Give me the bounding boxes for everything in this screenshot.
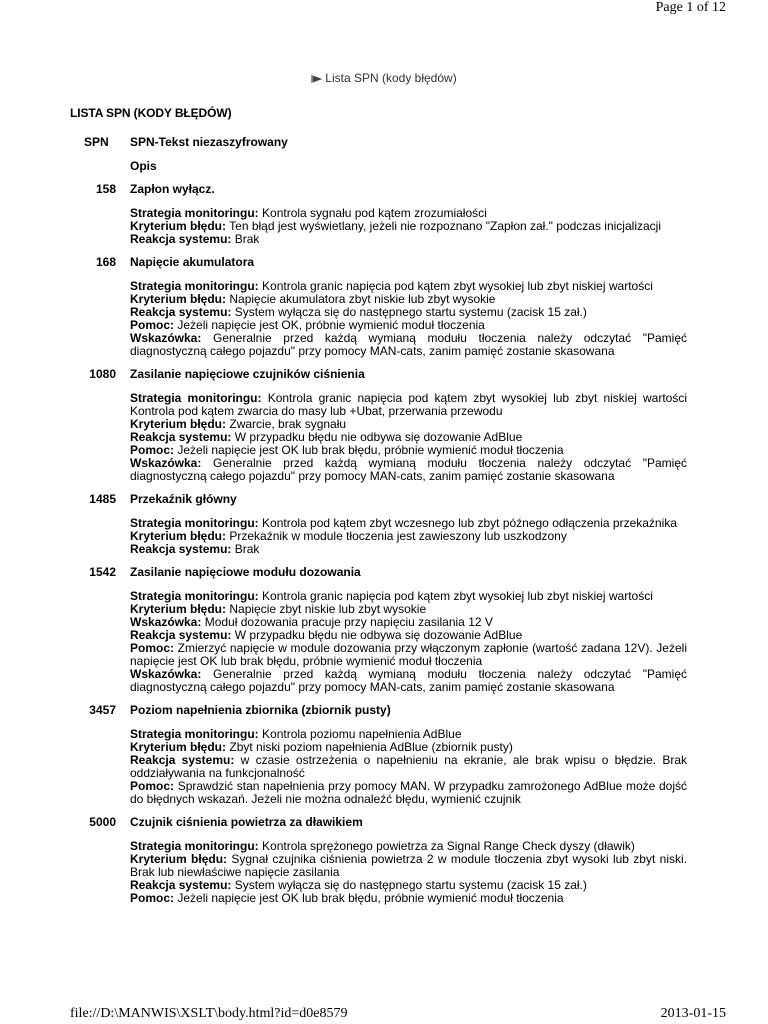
column-header-opis: Opis <box>130 159 157 173</box>
spn-code: 168 <box>95 255 116 269</box>
spn-entries <box>0 183 768 915</box>
description-line <box>130 332 687 358</box>
description-text: Kontrola granic napięcia pod kątem zbyt wysokiej lub zbyt niskiej wartości Kontrola pod kątem zwarcia do masy lub +Ubat, przerwania przewodu <box>130 391 687 418</box>
spn-name: Zasilanie napięciowe modułu dozowania <box>130 565 361 579</box>
description-label: Wskazówka: <box>130 667 202 681</box>
description-label: Reakcja systemu: <box>130 753 235 767</box>
description-label: Pomoc: <box>130 443 175 457</box>
description-text: Kontrola poziomu napełnienia AdBlue <box>262 727 462 741</box>
description-text: Generalnie przed każdą wymianą modułu tłoczenia należy odczytać "Pamięć diagnostyczną całego pojazdu" przy pomocy MAN-cats, zanim pamięć zostanie skasowana <box>130 331 687 358</box>
description-label: Reakcja systemu: <box>130 542 232 556</box>
arrow-icon <box>311 75 322 83</box>
description-label: Strategia monitoringu: <box>130 391 262 405</box>
spn-description <box>130 392 687 493</box>
description-line <box>130 392 687 418</box>
description-line <box>130 892 687 905</box>
description-label: Strategia monitoringu: <box>130 589 259 603</box>
description-label: Strategia monitoringu: <box>130 839 259 853</box>
description-label: Kryterium błędu: <box>130 529 227 543</box>
spn-list <box>0 136 768 915</box>
spn-name: Napięcie akumulatora <box>130 255 255 269</box>
spn-entry <box>0 566 768 704</box>
spn-entry <box>0 256 768 368</box>
description-text: Generalnie przed każdą wymianą modułu tłoczenia należy odczytać "Pamięć diagnostyczną całego pojazdu" przy pomocy MAN-cats, zanim pamięć zostanie skasowana <box>130 667 687 694</box>
spn-name: Przekaźnik główny <box>130 492 237 506</box>
description-label: Kryterium błędu: <box>130 740 227 754</box>
description-text: Kontrola granic napięcia pod kątem zbyt wysokiej lub zbyt niskiej wartości <box>262 279 653 293</box>
spn-entry <box>0 816 768 915</box>
spn-description <box>130 280 687 368</box>
spn-description <box>130 207 687 256</box>
description-text: System wyłącza się do następnego startu systemu (zacisk 15 zał.) <box>234 878 587 892</box>
section-link-label: Lista SPN (kody błędów) <box>325 71 457 85</box>
description-text: Sprawdzić stan napełnienia przy pomocy MAN. W przypadku zamrożonego AdBlue może dojść do błędnych wskazań. Jeżeli nie można odnaleźć błędu, wymienić czujnik <box>130 779 688 806</box>
description-label: Reakcja systemu: <box>130 232 232 246</box>
description-text: Moduł dozowania pracuje przy napięciu zasilania 12 V <box>204 615 493 629</box>
description-label: Reakcja systemu: <box>130 430 232 444</box>
description-text: W przypadku błędu nie odbywa się dozowanie AdBlue <box>234 430 523 444</box>
description-text: Napięcie akumulatora zbyt niskie lub zbyt wysokie <box>229 292 496 306</box>
description-line <box>130 853 687 879</box>
column-header-text: SPN-Tekst niezaszyfrowany <box>130 135 288 149</box>
footer-path: file://D:\MANWIS\XSLT\body.html?id=d0e8579 <box>70 1006 348 1021</box>
description-text: Napięcie zbyt niskie lub zbyt wysokie <box>229 602 427 616</box>
description-line <box>130 233 687 246</box>
description-label: Reakcja systemu: <box>130 628 232 642</box>
spn-description <box>130 840 687 915</box>
description-label: Wskazówka: <box>130 615 202 629</box>
description-label: Pomoc: <box>130 779 175 793</box>
description-text: Jeżeli napięcie jest OK lub brak błędu, próbnie wymienić moduł tłoczenia <box>177 891 564 905</box>
spn-entry <box>0 183 768 256</box>
description-label: Reakcja systemu: <box>130 305 232 319</box>
description-text: Kontrola sprężonego powietrza za Signal Range Check dyszy (dławik) <box>262 839 635 853</box>
description-text: Zwarcie, brak sygnału <box>229 417 347 431</box>
description-label: Wskazówka: <box>130 331 202 345</box>
spn-name: Zasilanie napięciowe czujników ciśnienia <box>130 367 365 381</box>
spn-entry-header <box>0 256 768 280</box>
description-text: Generalnie przed każdą wymianą modułu tłoczenia należy odczytać "Pamięć diagnostyczną całego pojazdu" przy pomocy MAN-cats, zanim pamięć zostanie skasowana <box>130 456 687 483</box>
description-text: w czasie ostrzeżenia o napełnieniu na ekranie, ale brak wpisu o błędzie. Brak oddziaływania na funkcjonalność <box>130 753 688 780</box>
description-text: Kontrola granic napięcia pod kątem zbyt wysokiej lub zbyt niskiej wartości <box>262 589 653 603</box>
spn-entry-header <box>0 566 768 590</box>
description-text: Jeżeli napięcie jest OK lub brak błędu, próbnie wymienić moduł tłoczenia <box>177 443 564 457</box>
column-header-spn: SPN <box>84 135 109 149</box>
description-label: Reakcja systemu: <box>130 878 232 892</box>
description-text: Zbyt niski poziom napełnienia AdBlue (zbiornik pusty) <box>229 740 513 754</box>
spn-entry-header <box>0 816 768 840</box>
description-label: Wskazówka: <box>130 456 202 470</box>
description-line <box>130 543 687 556</box>
spn-description <box>130 590 687 704</box>
description-label: Kryterium błędu: <box>130 219 227 233</box>
spn-entry-header <box>0 704 768 728</box>
spn-entry <box>0 368 768 493</box>
spn-entry-header <box>0 368 768 392</box>
spn-name: Zapłon wyłącz. <box>130 182 215 196</box>
description-text: Przekaźnik w module tłoczenia jest zawieszony lub uszkodzony <box>229 529 567 543</box>
description-text: Zmierzyć napięcie w module dozowania przy włączonym zapłonie (wartość zadana 12V). Jeżeli napięcie jest OK lub brak błędu, próbnie wymienić moduł tłoczenia <box>130 641 687 668</box>
description-label: Kryterium błędu: <box>130 417 227 431</box>
page-title: LISTA SPN (KODY BŁĘDÓW) <box>70 106 232 120</box>
description-text: W przypadku błędu nie odbywa się dozowanie AdBlue <box>234 628 523 642</box>
description-label: Pomoc: <box>130 891 175 905</box>
spn-description <box>130 728 687 816</box>
spn-code: 1542 <box>89 565 116 579</box>
description-label: Pomoc: <box>130 318 175 332</box>
description-label: Pomoc: <box>130 641 175 655</box>
spn-entry-header <box>0 493 768 517</box>
description-text: Kontrola sygnału pod kątem zrozumiałości <box>262 206 487 220</box>
description-text: Jeżeli napięcie jest OK, próbnie wymienić moduł tłoczenia <box>177 318 485 332</box>
spn-code: 5000 <box>89 815 116 829</box>
spn-code: 1485 <box>89 492 116 506</box>
description-label: Kryterium błędu: <box>130 852 228 866</box>
description-line <box>130 754 687 780</box>
description-line <box>130 642 687 668</box>
spn-entry-header <box>0 183 768 207</box>
spn-entry <box>0 704 768 816</box>
description-text: Brak <box>234 542 260 556</box>
description-label: Strategia monitoringu: <box>130 516 259 530</box>
description-text: Kontrola pod kątem zbyt wczesnego lub zbyt późnego odłączenia przekaźnika <box>262 516 677 530</box>
spn-code: 3457 <box>89 703 116 717</box>
spn-code: 158 <box>95 182 116 196</box>
description-text: Brak <box>234 232 260 246</box>
description-line <box>130 780 687 806</box>
description-label: Kryterium błędu: <box>130 292 227 306</box>
spn-name: Poziom napełnienia zbiornika (zbiornik pusty) <box>130 703 391 717</box>
spn-name: Czujnik ciśnienia powietrza za dławikiem <box>130 815 363 829</box>
description-text: Sygnał czujnika ciśnienia powietrza 2 w module tłoczenia zbyt wysoki lub zbyt niski. Brak lub niewłaściwe napięcie zasilania <box>130 852 687 879</box>
description-text: Ten błąd jest wyświetlany, jeżeli nie rozpoznano "Zapłon zał." podczas inicjalizacji <box>229 219 661 233</box>
description-text: System wyłącza się do następnego startu systemu (zacisk 15 zał.) <box>234 305 587 319</box>
spn-code: 1080 <box>89 367 116 381</box>
footer-date: 2013-01-15 <box>660 1006 726 1021</box>
description-line <box>130 457 687 483</box>
column-header-opis-row <box>0 160 768 183</box>
description-label: Strategia monitoringu: <box>130 727 259 741</box>
description-label: Strategia monitoringu: <box>130 279 259 293</box>
spn-description <box>130 517 687 566</box>
description-label: Kryterium błędu: <box>130 602 227 616</box>
section-link[interactable] <box>0 71 768 85</box>
spn-entry <box>0 493 768 566</box>
description-label: Strategia monitoringu: <box>130 206 259 220</box>
description-line <box>130 668 687 694</box>
column-header-row <box>0 136 768 160</box>
page-number: Page 1 of 12 <box>655 0 726 15</box>
